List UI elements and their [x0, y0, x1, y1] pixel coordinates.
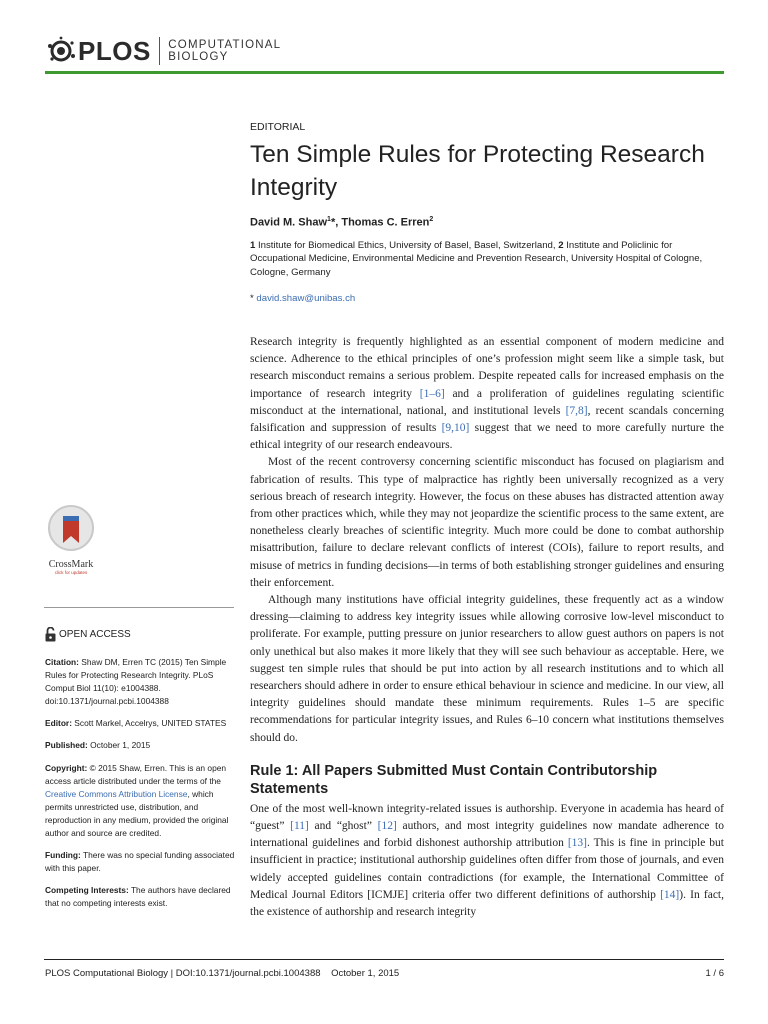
reference-link[interactable]: [1–6] — [419, 387, 445, 400]
crossmark-icon — [44, 503, 98, 553]
body-text: Research integrity is frequently highlighted as an essential component of modern medicine and science. Adherence to the ethical principles of one’s profession might seem like a simple task, but research misconduct remains a serious problem. Despite repeated calls for increased emphasis on the importance of research integrity — [250, 336, 724, 400]
body-text: authors, and most integrity guidelines now mandate adherence to international guidelines and forbid dishonest authorship attribution — [250, 820, 725, 850]
copyright-text: © 2015 Shaw, Erren. This is an open access article distributed under the terms of the — [45, 762, 227, 786]
affiliations — [250, 239, 720, 279]
section-heading: Rule 1: All Papers Submitted Must Contain Contributorship Statements — [250, 762, 658, 797]
logo-subtitle — [168, 39, 281, 63]
author-name[interactable]: Thomas C. Erren — [341, 216, 430, 229]
page-number: 1 / 6 — [705, 968, 724, 979]
journal-logo[interactable] — [46, 34, 281, 68]
crossmark-label: CrossMark — [48, 559, 94, 570]
footer-journal: PLOS Computational Biology | DOI:10.1371/journal.pcbi.1004388 — [45, 968, 321, 979]
body-text: . This is fine in principle but insufficient in practice; institutional authorship guidelines often differ from those of journals, and even widely accepted guidelines contain contradictions (for example, the International Committee of Medical Journal Editors [ICMJE] criteria offer two different definitions of authorship — [250, 837, 724, 901]
header-rule — [45, 71, 724, 74]
reference-link[interactable]: [14] — [660, 888, 680, 901]
reference-link[interactable]: [12] — [377, 820, 397, 833]
reference-link[interactable]: [7,8] — [565, 404, 588, 417]
body-text: suggest that we need to more carefully nurture the ethical integrity of our research endeavours. — [250, 422, 725, 452]
citation-label: Citation: — [45, 657, 79, 667]
crossmark-badge[interactable] — [44, 503, 98, 575]
logo-divider — [159, 37, 161, 65]
competing-label: Competing Interests: — [45, 885, 129, 896]
article-title: Ten Simple Rules for Protecting Research Integrity — [250, 141, 705, 201]
footer-rule — [44, 959, 724, 960]
published — [45, 739, 240, 752]
copyright — [45, 762, 240, 841]
open-access-badge — [45, 627, 131, 642]
paragraph — [250, 801, 724, 921]
reference-link[interactable]: [9,10] — [441, 422, 470, 435]
article-body — [250, 334, 724, 921]
open-lock-icon — [45, 627, 56, 642]
article-type: EDITORIAL — [250, 121, 306, 133]
copyright-text: , which permits unrestricted use, distribution, and reproduction in any medium, provided the original author and source are credited. — [45, 788, 229, 839]
reference-link[interactable]: [13] — [567, 837, 587, 850]
funding-label: Funding: — [45, 850, 81, 861]
body-text: One of the most well-known integrity-related issues is authorship. Everyone in academia has heard of “guest” — [250, 802, 724, 833]
affil-text: Institute for Biomedical Ethics, University of Basel, Basel, Switzerland, — [255, 240, 559, 251]
editor-text: Scott Markel, Accelrys, UNITED STATES — [71, 718, 227, 729]
paragraph: Most of the recent controversy concerning scientific misconduct has focused on plagiarism and fabrication of results. This type of malpractice has rightly been universally recognized as a very serious breach of research integrity. However, the focus on these abuses has distracted attention away from other practices which, while they may not jeopardize the scientific process to the same extent, are nonetheless clearly breaches of scientific integrity. Much more could be done to combat authorship misattribution, failure to declare relevant conflicts of interest (COIs), failure to report results, and misuse of metrics in funding decisions—in terms of both establishing stronger guidelines and ensuring their enforcement. — [250, 456, 724, 589]
plos-logo-icon — [46, 36, 76, 66]
paragraph — [250, 334, 724, 454]
corresponding-mark: * — [330, 216, 336, 229]
corresponding-email — [250, 293, 355, 304]
citation — [45, 656, 240, 708]
crossmark-sublabel: click for updates — [54, 570, 88, 575]
author-affil-sup: 2 — [429, 216, 434, 223]
email-mark: * — [250, 293, 257, 304]
license-link[interactable]: Creative Commons Attribution License — [45, 788, 188, 799]
logo-subtitle-line2: BIOLOGY — [168, 51, 229, 63]
author-separator: , — [335, 216, 342, 229]
article-metadata — [45, 656, 240, 920]
citation-text: Shaw DM, Erren TC (2015) Ten Simple Rules for Protecting Research Integrity. PLoS Comput Biol 11(10): e1004388. doi:10.1371/journal.pcbi.1004388 — [45, 657, 227, 707]
copyright-label: Copyright: — [45, 762, 88, 773]
editor — [45, 717, 240, 730]
body-text: and a proliferation of guidelines regulating scientific misconduct at the international, national, and institutional levels — [250, 387, 724, 417]
footer-date: October 1, 2015 — [331, 968, 400, 979]
reference-link[interactable]: [11] — [290, 820, 309, 833]
author-list — [250, 216, 433, 229]
funding — [45, 849, 240, 875]
footer-citation — [45, 968, 399, 979]
logo-text: PLOS — [78, 35, 151, 66]
logo-subtitle-line1: COMPUTATIONAL — [168, 39, 282, 51]
body-text: ). In fact, the existence of authorship and research integrity — [250, 888, 724, 919]
competing-text: The authors have declared that no competing interests exist. — [45, 885, 231, 909]
affil-number: 1 — [250, 240, 256, 251]
competing-interests — [45, 884, 240, 910]
published-label: Published: — [45, 740, 88, 751]
author-affil-sup: 1 — [327, 216, 331, 223]
published-text: October 1, 2015 — [87, 740, 151, 751]
sidebar-rule — [44, 607, 234, 608]
editor-label: Editor: — [45, 718, 72, 729]
open-access-label: OPEN ACCESS — [59, 629, 131, 640]
paragraph: Although many institutions have official integrity guidelines, these frequently act as a window dressing—claiming to address key integrity issues while allowing corrosive low-level misconduct to proliferate. For example, putting pressure on junior researchers to allow guest authors on papers is not only unethical but also makes it more likely that they will see such behaviour as acceptable. Here, we suggest ten simple rules that should be put into action by all research institutions and to which all researchers should adhere in order to ensure ethical behaviour in science and medicine. In our view, all integrity guidelines should mandate these minimum requirements. Rules 1–5 are specific recommendations for particular integrity issues, and Rules 6–10 concern what institutions themselves should do. — [250, 594, 724, 744]
affil-text: Institute and Policlinic for Occupational Medicine, Environmental Medicine and Prevention Research, University Hospital of Cologne, Cologne, Germany — [250, 240, 703, 278]
affil-number: 2 — [558, 240, 564, 251]
body-text: and “ghost” — [308, 820, 378, 833]
author-name[interactable]: David M. Shaw — [250, 216, 328, 229]
body-text: , recent scandals concerning falsification and suppression of results — [250, 404, 724, 435]
email-link[interactable]: david.shaw@unibas.ch — [256, 293, 356, 304]
funding-text: There was no special funding associated with this paper. — [45, 850, 235, 874]
